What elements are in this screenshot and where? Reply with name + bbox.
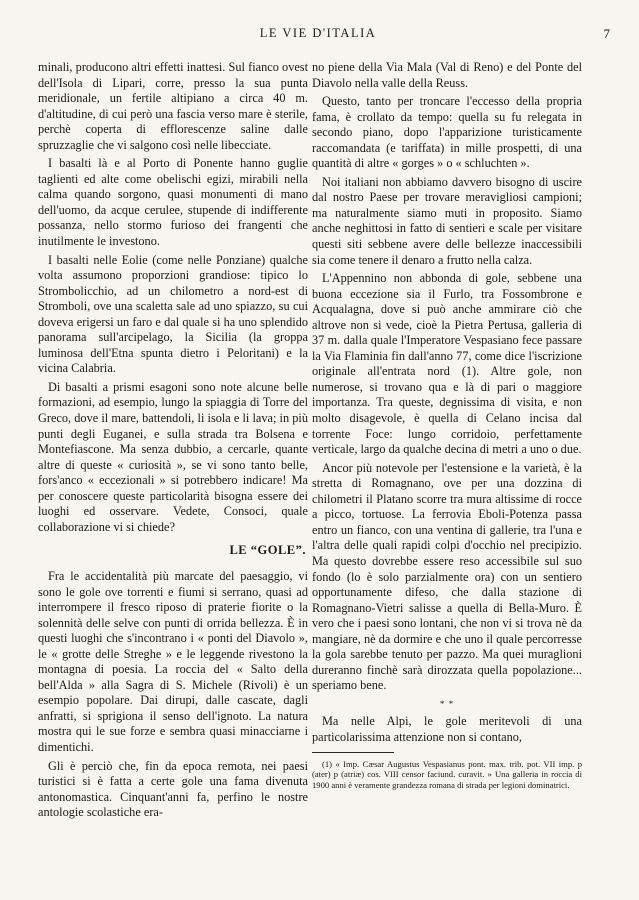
- section-heading: LE “GOLE”.: [229, 543, 306, 558]
- right-column: [312, 60, 582, 793]
- footnote: (1) « Imp. Cæsar Augustus Vespasianus pont. max. trib. pot. VII imp. p (ater) p (atriæ) cos. VIII censor faciund. curavit. » Una galleria in roccia di 1900 anni è veramente grandezza romana di strada per legioni dominatrici.: [312, 758, 582, 790]
- footnote-rule: [312, 752, 394, 753]
- section-separator-stars: * *: [439, 698, 455, 709]
- paragraph: L'Appennino non abbonda di gole, sebbene una buona eccezione sia il Furlo, tra Fossombrone e Acqualagna, dove si può anche ammirare ciò che altrove non si vede, cioè la Pietra Pertusa, galleria di 37 m. dalla quale l'Imperatore Vespasiano fece passare la Via Flaminia fin dall'anno 77, come dice l'iscrizione originale all'entrata nord (1). Altre gole, non numerose, si trovano qua e là di pari o maggiore importanza. Tra queste, degnissima di visita, e non molto disagevole, è quella di Celano incisa dal torrente Foce: lungo corridoio, perfettamente verticale, largo da qualche decina di metri a uno o due.: [312, 271, 582, 457]
- paragraph: I basalti nelle Eolie (come nelle Ponziane) qualche volta assumono proporzioni grandiose: tipico lo Strombolicchio, ad un chilometro a nord-est di Stromboli, ove una scaletta sale ad uno spiazzo, su cui doveva erigersi un faro e dal quale si ha uno splendido panorama sull'arcipelago, la Sicilia (la groppa luminosa dell'Etna spunta dietro i Peloritani) e la vicina Calabria.: [38, 252, 308, 376]
- paragraph: Questo, tanto per troncare l'eccesso della propria fama, è crollato da tempo: quella su fu relegata in secondo piano, dopo l'apparizione turisticamente raccomandata (e tariffata) in mille prospetti, di una quantità di altre « gorges » o « schluchten ».: [312, 94, 582, 171]
- paragraph: Fra le accidentalità più marcate del paesaggio, vi sono le gole ove torrenti e fiumi si serrano, quasi ad interrompere il fresco riposo di praterie fiorite o la solennità delle selve con punti di orrida bellezza. È in questi luoghi che s'incontrano i « ponti del Diavolo », le « grotte delle Streghe » e le leggende rivestono la montagna di poesia. La roccia del « Salto della bell'Alda » alla Sagra di S. Michele (Rivoli) è un esempio popolare. Dai dirupi, dalle cascate, dagli anfratti, si sprigiona il senso dell'ignoto. La natura mostra qui le sue forze e sembra quasi minacciarne i dimentichi.: [38, 568, 308, 754]
- paragraph: Ancor più notevole per l'estensione e la varietà, è la stretta di Romagnano, ove per una dozzina di chilometri il Platano scorre tra mura altissime di rocce a picco, tortuose. La ferrovia Eboli-Potenza passa entro un fianco, con una ventina di gallerie, tra l'una e l'altra delle quali rapidi colpi d'occhio nel precipizio. Ma questo dovrebbe essere reso accessibile sul suo fondo (lo è solo parzialmente ora) con un sentiero opportunamente difeso, che dalla stazione di Romagnano-Vietri salisse a quella di Bella-Muro. È vero che i paesi sono lontani, che non vi si trova nè da mangiare, nè da dormire e che uno il quale percorresse la gola sarebbe tenuto per pazzo. Ma quei muraglioni dureranno finchè sarà dirozzata quella popolazione... speriamo bene.: [312, 460, 582, 693]
- paragraph: minali, producono altri effetti inattesi. Sul fianco ovest dell'Isola di Lipari, corre, presso la sua punta meridionale, un fertile altipiano a circa 40 m. d'altitudine, di cui però una fascia verso mare è sterile, perchè coperta di efflorescenze saline dalle spruzzaglie che vi salgono così nelle libecciate.: [38, 60, 308, 152]
- running-title: LE VIE D'ITALIA: [259, 26, 377, 40]
- page-header: [26, 26, 610, 46]
- paragraph: Ma nelle Alpi, le gole meritevoli di una particolarissima attenzione non si contano,: [312, 714, 582, 744]
- page-number: 7: [603, 26, 610, 41]
- paragraph: no piene della Via Mala (Val di Reno) e del Ponte del Diavolo nella valle della Reuss.: [312, 60, 582, 90]
- paragraph: I basalti là e al Porto di Ponente hanno guglie taglienti ed alte come obelischi egizi, mirabili nella calma quando sorgono, quasi monumenti di mano dell'uomo, da acque cerulee, stupende di indifferente possanza, nello stormo furioso dei frangenti che inutilmente le investono.: [38, 156, 308, 249]
- paragraph: Gli è perciò che, fin da epoca remota, nei paesi turistici si è fatta a certe gole una fama divenuta antonomastica. Cinquant'anni fa, perfino le nostre antologie scolastiche era-: [38, 758, 308, 820]
- left-column: [38, 60, 308, 824]
- paragraph: Di basalti a prismi esagoni sono note alcune belle formazioni, ad esempio, lungo la spiaggia di Torre del Greco, dove il mare, battendoli, li isola e li lava; in più punti degli Euganei, e sulla strada tra Bolsena e Montefiascone. Ma senza dubbio, a cercarle, quante altre di queste « curiosità », se vi sono tanto belle, fors'anco « eccezionali » si potrebbero indicare! Ma per conoscere queste particolarità bisogna essere dei luoghi ed osservare. Vedete, Consoci, quale collaborazione vi si chiede?: [38, 379, 308, 534]
- paragraph: Noi italiani non abbiamo davvero bisogno di uscire dal nostro Paese per trovare meravigliosi campioni; ma naturalmente siamo muti in proposito. Siamo anche neghittosi in fatto di sentieri e scale per visitare questi siti sebbene avere delle bellezze inaccessibili sia come tenere il denaro a frutto nella calza.: [312, 174, 582, 267]
